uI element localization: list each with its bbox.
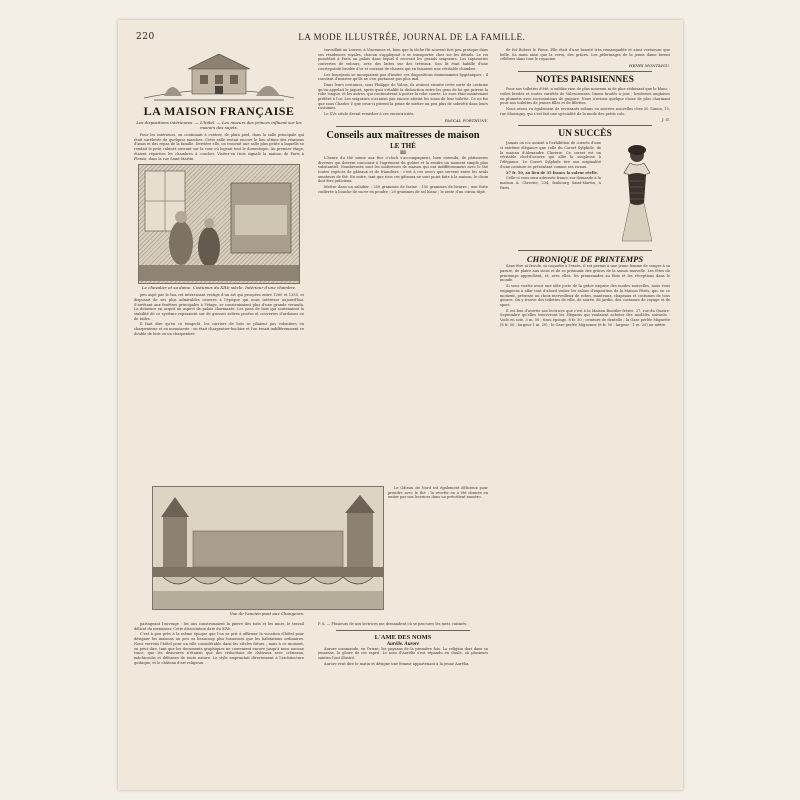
ame-paragraph-2: Aurore veut dire le matin et désigne une femme appartenant à la jeune Aurélia. <box>324 661 470 666</box>
maison-paragraph-4: partageant l'ouvrage : les uns construisaient la pierre des toits et les murs, le travail délicat du menuisier. Cette dissociation date du XIVe. <box>134 622 304 631</box>
engraving-pont-caption: Vue de l'ancien pont aux Changeurs. <box>229 611 305 616</box>
divider <box>336 630 470 631</box>
ame-title: L'AME DES NOMS <box>374 633 432 641</box>
succes-paragraph-2: Celle-ci vous sera adressée franco sur demande à la maison A. Claverie, 234, faubourg Saint-Martin, à Paris. <box>500 176 601 190</box>
succes-paragraph-1: Jamais on n'a assisté à l'exhibition de corsets d'une si extrême élégance que celle du Corset Sylphide, de la maison d'Alexandre Claverie. Ce corset est un véritable chef-d'oeuvre qui allie la souplesse à l'élégance. Le Corset Sylphide tire son originalité d'une ceinture se présentant comme ses rivaux. <box>500 141 601 169</box>
conseils-paragraph-3: Le Gâteau de Nord est également délicieux pour prendre avec le thé : la recette en a été donnée en entier par nos lectrices dans un précédent numéro. <box>388 486 488 500</box>
chronique-paragraph-2: Si vous voulez avoir une idée juste de la grâce exquise des modes nouvelles, nous vous engageons à aller tout d'abord visiter les salons d'exposition de la Maison Pérès, qui, en ce moment, présente un choix merveilleux de robes, manteaux, chapeaux et costumes de tous genres. On y trouve des toilettes de ville, de soirée, de jardin, des costumes de voyage et de sport. <box>500 284 670 307</box>
page-number: 220 <box>136 32 155 42</box>
maison-body-3 <box>134 622 304 782</box>
conseils-part: III <box>400 150 406 156</box>
column-right <box>500 48 670 783</box>
divider <box>518 125 652 126</box>
succes-body <box>500 141 670 190</box>
divider <box>518 250 652 251</box>
conseils-body <box>318 156 488 195</box>
journal-title: LA MODE ILLUSTRÉE, JOURNAL DE LA FAMILLE. <box>298 32 526 42</box>
notes-title: NOTES PARISIENNES <box>536 75 634 86</box>
chronique-paragraph-1: Sans être ni frivole, ni coquette à l'excès, il est permis à une jeune femme de songer à sa parure, de plaire aux siens et de se prémunir des grâces de la saison nouvelle. Les fêtes du printemps approchent, et, avec elles, les promenades au Bois et les réceptions dans le monde. <box>500 264 670 283</box>
middle-paragraph-2: Les bourgeois se mouquaient pas d'imiter ces dispositions éminemment hygiéniques : il convient d'insister qu'ils ne s'en portaient pas plus mal. <box>318 72 488 82</box>
ame-subtitle: Aurélie. Aurore <box>386 641 420 647</box>
middle-paragraph-3: Dans leurs costumes, sous Philippe de Valois, ils avaient ensuite cette sorte de costume qu'on appelait le jaquet, après quoi s'établit la distinction entre les gens de loi qui prirent la robe longue, et les autres, qui continuèrent à porter la robe courte. Le sure était maintenant préféré à l'or. Les seigneurs n'avaient pas encore atteint les soins de leur toilette. Ce ne fut que sous Charles V que ceux-ci prirent la peine de mettre un peu plus de sobriété dans leurs costumes. <box>318 82 488 111</box>
corset-engraving <box>604 141 670 245</box>
chronique-title: CHRONIQUE DE PRINTEMPS <box>526 254 644 265</box>
notes-paragraph-1: Pour nos toilettes d'été, n'oubliez rien de plus nouveau ni de plus séduisant que le blanc : voiles brodés et toutes variétés de Valenciennes, linons brodés à jour ; broderies anglaises en plumetis avec incrustations de guipure. Nous n'avions quelque chose de plus charmant pour nos toilettes de jeunes filles et de fillettes. <box>500 87 670 106</box>
ame-paragraph-1: Aurore commande, en Orient, les paysans de la première fois. La religion dort dans sa jeunesse, la gloire de cet esprit. Le nom d'Aurélie s'est répandu en Gaule, où plusieurs saintes l'ont illustré. <box>318 646 488 661</box>
conseils-paragraph-1: L'heure du thé sonne aux five o'clock s'accompagnent, bien entendu, de pâtisseries diverses qui doivent concourir à l'agrément du goûter et la rendre un moment simple plus substantiel. Nombreuses sont les maîtresses de maison qui ont indifféremment avec le thé toutes espèces de gâteaux et de friandises : c'est à ces avecs que servent entre les seuls amateurs de thé. En outre, tant que tous ces gâteaux ne sont point faits à la maison, le choix doit être judicieux. <box>318 155 488 184</box>
succes-price: 27 fr. 50, au lieu de 35 francs la valeur réelle. <box>506 170 599 175</box>
succes-title: UN SUCCÈS <box>558 129 612 140</box>
maison-intro: Les dispositions intérieures. — L'hôtel. — Les moeurs des princes influent sur les moeurs des sujets. <box>136 120 302 130</box>
maison-paragraph-5: C'est à peu près à la même époque que l'on se prit à affirmer la vocation d'hôtel pour désigner les maisons un peu ou beaucoup plus luxueuses que les habitations ordinaires. Nous verrons l'hôtel pour un rôle considérable dans les siècles futurs ; mais à ce moment, on peut dire, tant que les documents graphiques ne couvraient encore jusqu'à nous aucune trace, que les demeures n'étaient que des réductions de châteaux avec créneaux, mâchicoulis et défenses de toute nature. Le style empruntait directement à l'architecture gothique, et le château d'art religieux. <box>134 632 304 665</box>
maison-title: LA MAISON FRANÇAISE <box>143 104 295 118</box>
notes-body <box>500 87 670 116</box>
house-vignette-icon <box>134 48 304 102</box>
right-body-1 <box>500 48 670 62</box>
divider <box>518 71 652 72</box>
notes-paragraph-2: Nous avons vu également de ravissants rubans en soieries nouvelles chez M. Simon, 15, rue Monsigny, qui s'est fait une spécialité de la mode des petits cols. <box>500 106 670 116</box>
signature-forthuny: PASCAL FORTHUNY. <box>444 117 488 123</box>
middle-body-1 <box>318 48 488 117</box>
journal-page <box>118 20 683 790</box>
column-middle-lower <box>318 622 488 782</box>
conseils-subtitle: LE THÉ <box>390 141 416 150</box>
conseils-body-2 <box>388 486 488 608</box>
maison-paragraph-1: Pour les intérieurs, on continuait à centrer, de plain pied, dans la salle principale qui était surélevée de quelques marches. Cette salle restait encore le lieu ultime des réunions d'amis et des repas de la famille. Derrière elle, on trouvait une salle plus petite à laquelle se rendait le petit cabinet ouvrant sur la cour où logeait tout le domestique. Au premier étage, étaient réparties les chambres à coucher. Visitez-en trois signalé la maison de Paris à Plessis, dans la rue Saint-Martin. <box>134 133 304 161</box>
signature-montaigu: HENRI MONTAIGU. <box>628 63 670 69</box>
divider <box>336 126 470 127</box>
bedroom-scene-icon <box>139 165 299 281</box>
corset-figure-icon <box>604 141 670 245</box>
chronique-paragraph-3: Il est bon d'avertir nos lectrices que c'est à la Maison Boutiler frères, 27, rue du Quatre-Septembre qu'elles trouveront les élégants qui voulaient acheter des modèles suivants : Voile en soie, 3 m. 50 ; tissu éponge, 8 fr. 50 ; ceinture de dentelle ; la Gaze perlée Mignette (8 fr. 50 ; largeur 1 m. 20) ; le Gaze perlée Mignonne (8 fr. 50 : largeur : 1 m. 20) au mètre. <box>500 308 670 327</box>
right-paragraph-1: de fut Robert le Pieux. Elle était d'une beauté très remarquable et ainsi vertueuse que belle. Sa main ainsi que la vertu, des grâces. Les pèlerinages de la jeune dame furent célèbres dans tout le royaume. <box>500 48 670 62</box>
engraving-pont-aux-changeurs <box>152 486 384 610</box>
page-header <box>136 30 669 44</box>
conseils-title: Conseils aux maîtresses de maison <box>326 129 480 141</box>
chronique-body <box>500 264 670 327</box>
maison-header-engraving <box>134 48 304 102</box>
signature-jg: J. G. <box>661 117 670 123</box>
middle-paragraph-1: travaillait au Louvre, à Vincennes et, bien que la tâche fût souvent fort peu pratique dans ses résidences royales, chacun s'appliquait à se transporter chez soi les détails. Le roi possédait à Paris un palais dans lequel il recevait les grands seigneurs. Les tapisseries convertes de velours, avec des lattes sur des tréteaux. Son lit était habillé d'une courtepointe brodée d'or et ouvrant de chaises qui en faisaient une véritable chambre. <box>318 48 488 71</box>
maison-body-1 <box>134 133 304 161</box>
bridge-city-icon <box>153 487 383 609</box>
maison-paragraph-3: Il faut dire qu'en ce temps-là, les carriers de bois se pliaient pas volontiers en charpenterie et en menuiserie : on était charpentier-huchier et l'on tenait indifféremment ce double de bois ou un charpentier. <box>134 322 304 336</box>
ame-body <box>318 647 488 667</box>
maison-body-2 <box>134 293 304 336</box>
conseils-ps: P. S. — Plusieurs de nos lectrices me demandent où se procurer les mets cuisinés. <box>318 622 468 626</box>
conseils-paragraph-2: Mettre dans un saladier : 250 grammes de farine ; 100 grammes de beurre ; une forte cuillerée à bouche de sucre en poudre ; 20 grammes de sel blanc ; le zeste d'un citron râpé. <box>318 185 488 194</box>
middle-paragraph-4: Le XVe siècle devait remédier à ces excentricités. <box>324 112 415 117</box>
maison-paragraph-2: peu aspé par le bas cet intéressant vestige d'un art qui prospéra entre 1260 et 1350, et disposait de ses plus admirables oeuvres à l'époque qui nous intéresse aujourd'hui. S'arrêtant aux fenêtres principales à l'étage, se construisaient plus d'une grande veranda. La demeure en acquit un aspect de palais charmante. Les pans de bois qui soutenaient la stabilité de ce système reposaient sur de grosses solives posées et couvertes d'ardoises ou de tuiles. <box>134 293 304 321</box>
column-middle <box>318 48 488 484</box>
engraving-chevalier-dame <box>138 164 300 284</box>
engraving-chevalier-caption: Le chevalier et sa dame. Costumes du XIVe siècle. Intérieur d'une chambre. <box>141 285 297 291</box>
